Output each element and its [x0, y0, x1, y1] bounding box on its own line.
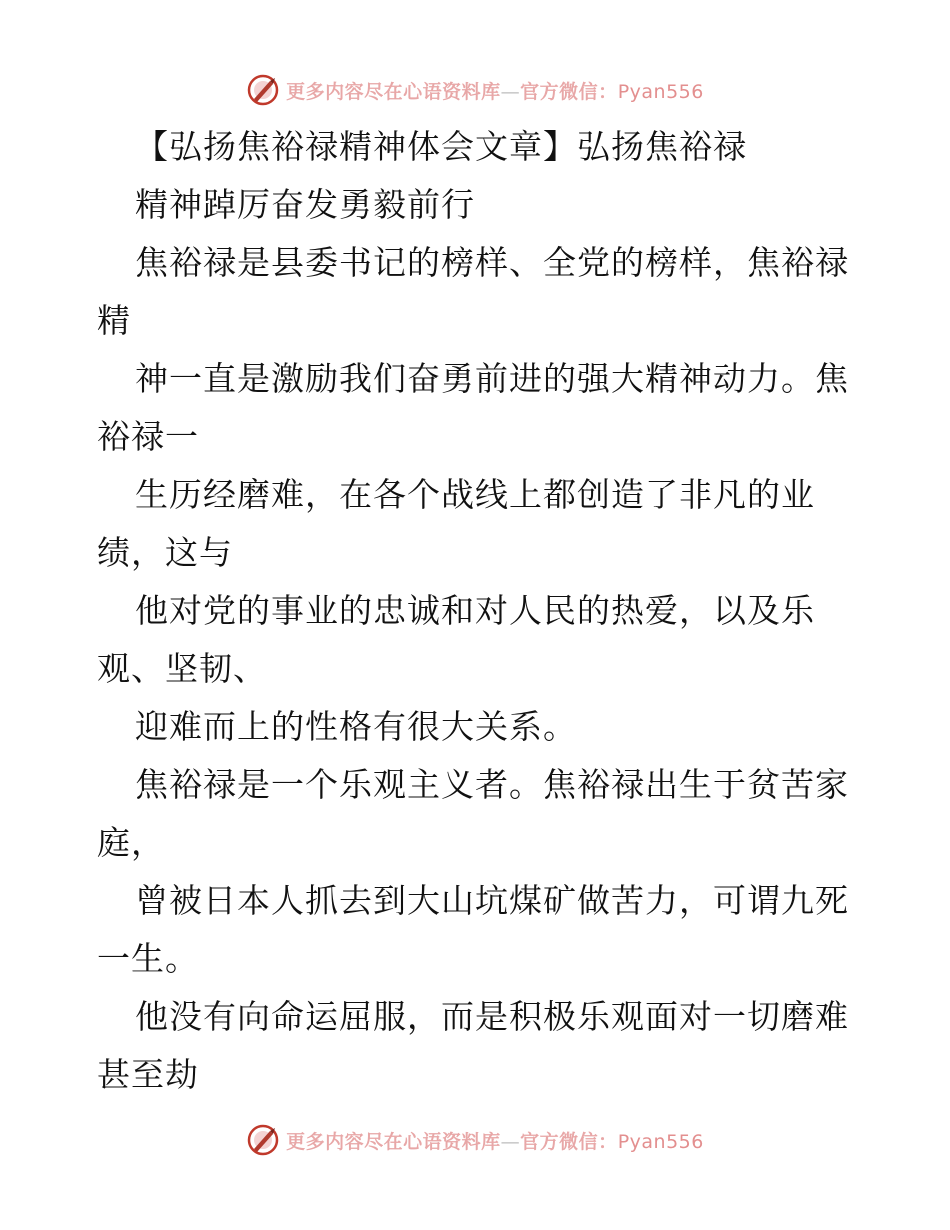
text-line: 精神踔厉奋发勇毅前行 — [135, 185, 475, 224]
quill-seal-icon — [246, 73, 280, 107]
text-line: 观、坚韧、 — [97, 649, 267, 688]
watermark-label: 官方微信： — [520, 80, 618, 103]
text-line: 甚至劫 — [97, 1055, 199, 1094]
text-line: 精 — [97, 301, 131, 340]
watermark-id: Pyan556 — [617, 1130, 704, 1153]
watermark-id: Pyan556 — [617, 80, 704, 103]
watermark-dash: — — [500, 80, 521, 103]
text-line: 绩，这与 — [97, 533, 233, 572]
text-line: 庭， — [97, 823, 165, 862]
watermark-label: 官方微信： — [520, 1130, 618, 1153]
watermark-dash: — — [500, 1130, 521, 1153]
text-line: 迎难而上的性格有很大关系。 — [135, 707, 577, 746]
document-body — [97, 118, 857, 1104]
text-line: 他没有向命运屈服，而是积极乐观面对一切磨难 — [135, 997, 849, 1036]
watermark-text: 更多内容尽在心语资料库 — [286, 80, 501, 103]
quill-seal-icon — [246, 1123, 280, 1157]
text-line: 一生。 — [97, 939, 199, 978]
header-watermark — [0, 70, 950, 110]
text-line: 神一直是激励我们奋勇前进的强大精神动力。焦 — [135, 359, 849, 398]
text-line: 曾被日本人抓去到大山坑煤矿做苦力，可谓九死 — [135, 881, 849, 920]
watermark-text: 更多内容尽在心语资料库 — [286, 1130, 501, 1153]
text-line: 生历经磨难，在各个战线上都创造了非凡的业 — [135, 475, 815, 514]
text-line: 焦裕禄是县委书记的榜样、全党的榜样，焦裕禄 — [135, 243, 849, 282]
text-line: 【弘扬焦裕禄精神体会文章】弘扬焦裕禄 — [135, 127, 747, 166]
text-line: 他对党的事业的忠诚和对人民的热爱，以及乐 — [135, 591, 815, 630]
text-line: 裕禄一 — [97, 417, 199, 456]
text-line: 焦裕禄是一个乐观主义者。焦裕禄出生于贫苦家 — [135, 765, 849, 804]
footer-watermark — [0, 1120, 950, 1160]
